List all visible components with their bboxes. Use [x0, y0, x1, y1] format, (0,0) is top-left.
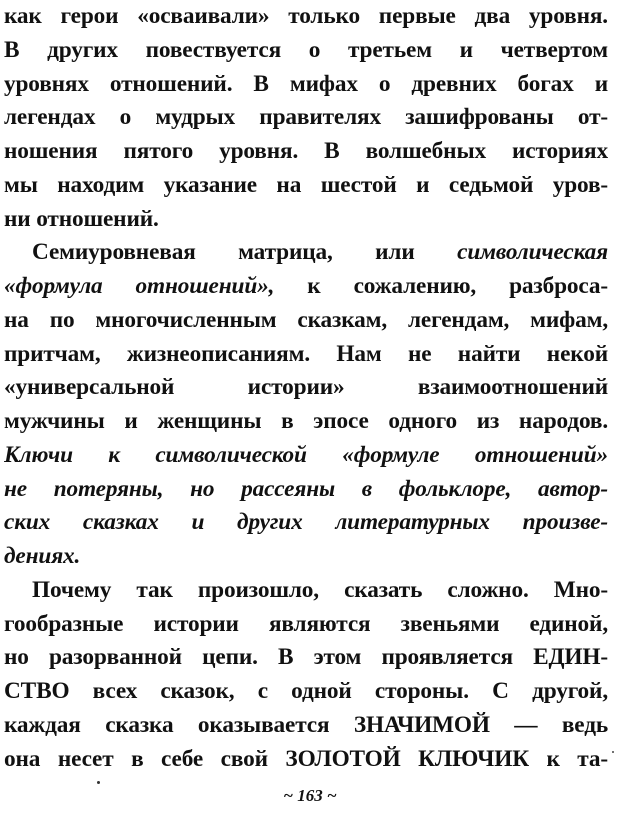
- text-segment: легендах о мудрых правителях зашифрованы от-: [4, 104, 608, 131]
- text-segment: ни отношений.: [4, 205, 159, 232]
- text-line: [4, 405, 608, 439]
- text-segment: Семиуровневая матрица, или: [32, 239, 458, 266]
- text-line: [4, 169, 608, 203]
- text-line: [4, 439, 608, 473]
- text-line: [4, 34, 608, 68]
- paragraph: [4, 0, 608, 236]
- page-number: ~ 163 ~: [283, 786, 337, 805]
- text-segment: притчам, жизнеописаниям. Нам не найти некой: [4, 340, 608, 367]
- text-line: [4, 641, 608, 675]
- text-segment: как герои «осваивали» только первые два уровня.: [4, 3, 608, 29]
- print-speck: [97, 781, 100, 784]
- text-segment: на по многочисленным сказкам, легендам, мифам,: [4, 306, 608, 333]
- text-line: [4, 236, 608, 270]
- text-segment: она несет в себе свой ЗОЛОТОЙ КЛЮЧИК к та-: [4, 745, 608, 772]
- text-segment: мужчины и женщины в эпосе одного из народов.: [4, 408, 608, 434]
- text-line: [4, 506, 608, 540]
- text-line: [4, 0, 608, 34]
- body-text: [4, 0, 608, 776]
- text-line: [4, 68, 608, 102]
- text-segment: Почему так произошло, сказать сложно. Мно-: [32, 576, 608, 603]
- text-segment: к сожалению, разброса-: [274, 273, 608, 299]
- text-line: [4, 371, 608, 405]
- text-segment: «формула отношений»,: [4, 273, 275, 299]
- text-line: [4, 135, 608, 169]
- text-line: [4, 304, 608, 338]
- text-segment: каждая сказка оказывается ЗНАЧИМОЙ — ведь: [4, 711, 608, 738]
- text-segment: ношения пятого уровня. В волшебных историях: [4, 138, 608, 164]
- text-segment: гообразные истории являются звеньями единой,: [4, 610, 608, 637]
- text-segment: СТВО всех сказок, с одной стороны. С другой,: [4, 678, 608, 704]
- text-segment: Ключи к символической «формуле отношений»: [4, 441, 608, 468]
- paragraph: [4, 574, 608, 777]
- text-segment: символическая: [457, 239, 608, 266]
- text-segment: но разорванной цепи. В этом проявляется ЕДИН-: [4, 644, 608, 671]
- text-segment: дениях.: [4, 543, 81, 569]
- text-segment: мы находим указание на шестой и седьмой уров-: [4, 171, 608, 198]
- text-segment: ских сказках и других литературных произве-: [4, 509, 608, 536]
- text-line: [4, 743, 608, 777]
- text-line: [4, 203, 608, 237]
- text-line: [4, 709, 608, 743]
- text-segment: «универсальной истории» взаимоотношений: [4, 374, 608, 401]
- text-segment: не потеряны, но рассеяны в фольклоре, автор-: [4, 475, 608, 502]
- text-line: [4, 675, 608, 709]
- text-line: [4, 270, 608, 304]
- text-line: [4, 540, 608, 574]
- text-line: [4, 338, 608, 372]
- paragraph: [4, 236, 608, 574]
- text-segment: В других повествуется о третьем и четвертом: [4, 36, 608, 63]
- text-line: [4, 473, 608, 507]
- text-segment: уровнях отношений. В мифах о древних богах и: [4, 70, 608, 97]
- text-line: [4, 101, 608, 135]
- print-speck: [612, 751, 614, 753]
- text-line: [4, 608, 608, 642]
- text-line: [4, 574, 608, 608]
